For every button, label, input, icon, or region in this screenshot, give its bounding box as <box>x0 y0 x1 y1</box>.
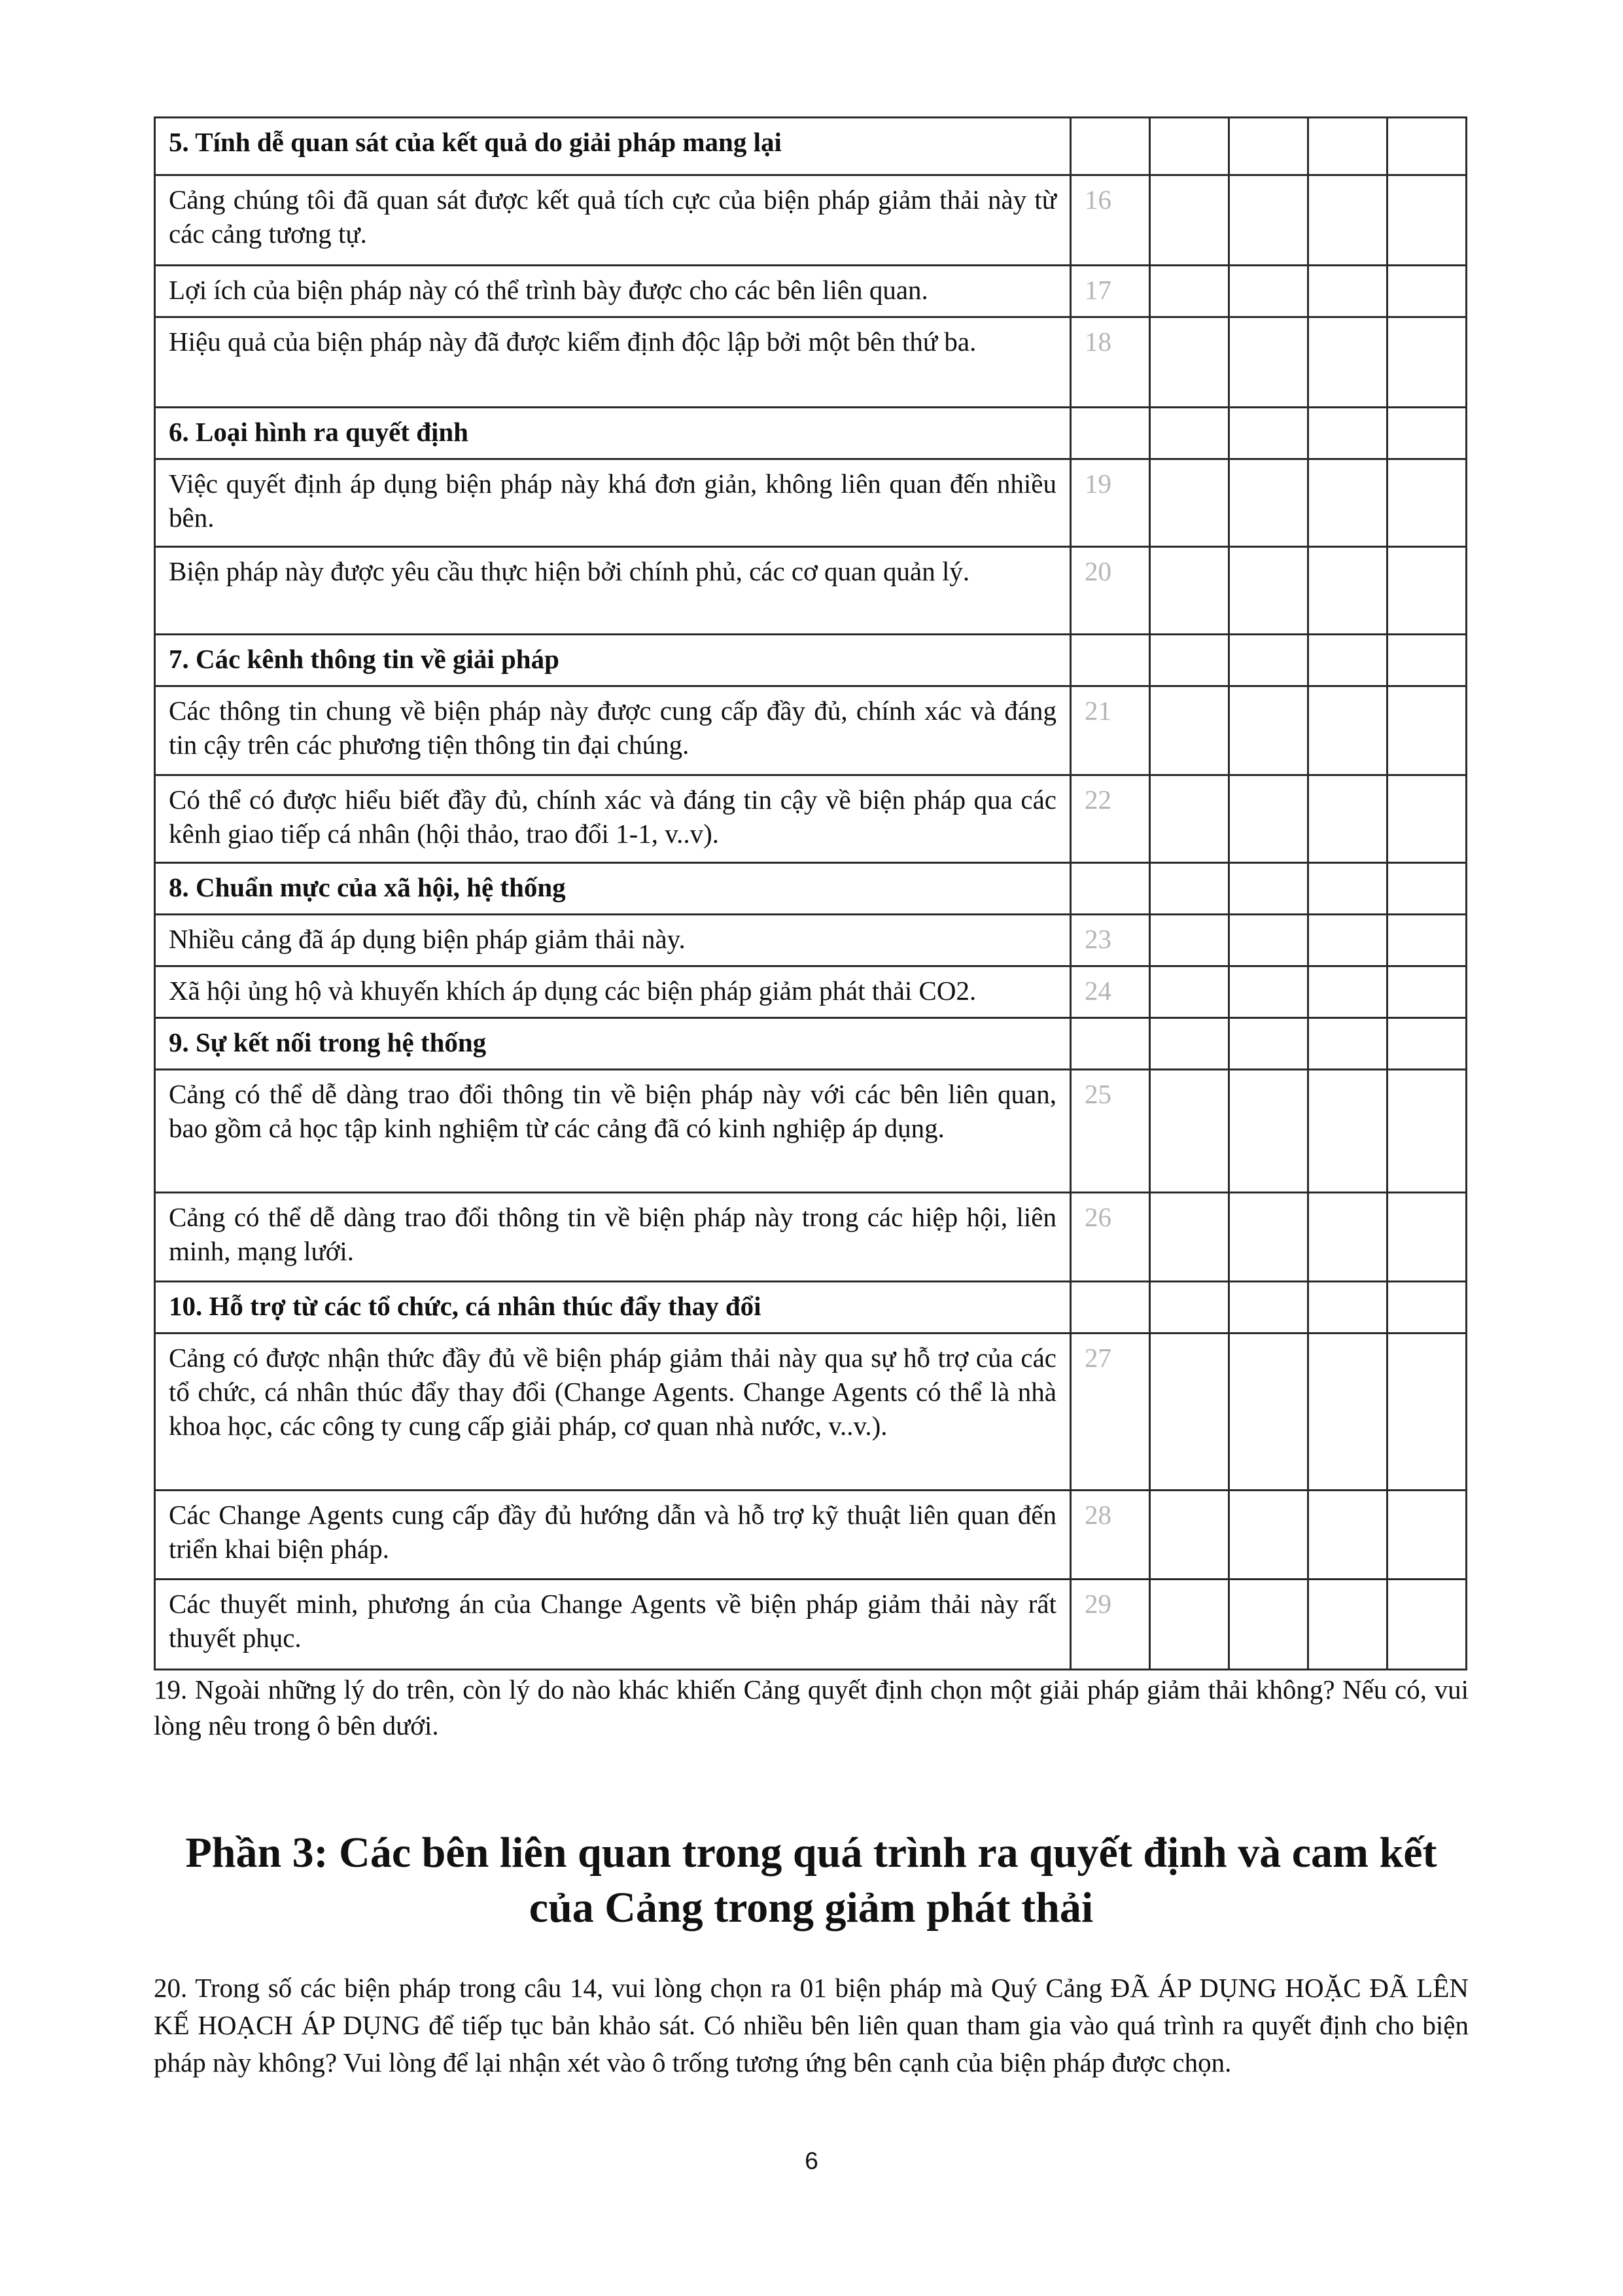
section-header-row <box>155 863 1467 915</box>
statement-number: 22 <box>1071 775 1150 863</box>
statement-number: 23 <box>1071 915 1150 966</box>
statement-number <box>1071 863 1150 915</box>
section-title: 9. Sự kết nối trong hệ thống <box>155 1018 1071 1070</box>
rating-cell[interactable] <box>1387 775 1467 863</box>
statement-row <box>155 1580 1467 1670</box>
rating-cell[interactable] <box>1387 175 1467 266</box>
statement-text: Các Change Agents cung cấp đầy đủ hướng dẫn và hỗ trợ kỹ thuật liên quan đến triển khai biện pháp. <box>155 1491 1071 1580</box>
rating-cell[interactable] <box>1150 266 1229 317</box>
part-3-heading-line-1: Phần 3: Các bên liên quan trong quá trình ra quyết định và cam kết <box>185 1829 1437 1877</box>
section-title: 5. Tính dễ quan sát của kết quả do giải pháp mang lại <box>155 118 1071 175</box>
section-header-row <box>155 1282 1467 1333</box>
rating-cell[interactable] <box>1229 966 1308 1018</box>
rating-cell[interactable] <box>1229 1193 1308 1282</box>
rating-cell[interactable] <box>1308 1070 1387 1193</box>
rating-cell[interactable] <box>1229 775 1308 863</box>
statement-text: Xã hội ủng hộ và khuyến khích áp dụng các biện pháp giảm phát thải CO2. <box>155 966 1071 1018</box>
rating-cell[interactable] <box>1150 175 1229 266</box>
rating-cell <box>1308 408 1387 459</box>
rating-cell[interactable] <box>1150 1333 1229 1491</box>
statement-number <box>1071 1018 1150 1070</box>
statement-row <box>155 1491 1467 1580</box>
section-title: 7. Các kênh thông tin về giải pháp <box>155 635 1071 686</box>
rating-cell[interactable] <box>1308 1193 1387 1282</box>
rating-cell[interactable] <box>1308 1333 1387 1491</box>
statement-number: 21 <box>1071 686 1150 775</box>
statement-number: 27 <box>1071 1333 1150 1491</box>
rating-cell[interactable] <box>1150 1193 1229 1282</box>
statement-text: Lợi ích của biện pháp này có thể trình bày được cho các bên liên quan. <box>155 266 1071 317</box>
part-3-heading-line-2: của Cảng trong giảm phát thải <box>529 1884 1094 1932</box>
rating-cell[interactable] <box>1387 1070 1467 1193</box>
rating-cell[interactable] <box>1150 1491 1229 1580</box>
rating-cell[interactable] <box>1387 915 1467 966</box>
rating-cell <box>1150 1018 1229 1070</box>
rating-cell <box>1387 408 1467 459</box>
rating-cell[interactable] <box>1229 317 1308 408</box>
rating-cell[interactable] <box>1387 317 1467 408</box>
section-header-row <box>155 635 1467 686</box>
statement-row <box>155 686 1467 775</box>
rating-cell[interactable] <box>1308 915 1387 966</box>
rating-cell[interactable] <box>1150 459 1229 547</box>
statement-number: 28 <box>1071 1491 1150 1580</box>
statement-number: 29 <box>1071 1580 1150 1670</box>
statement-text: Cảng chúng tôi đã quan sát được kết quả tích cực của biện pháp giảm thải này từ các cảng tương tự. <box>155 175 1071 266</box>
rating-cell[interactable] <box>1308 775 1387 863</box>
section-header-row <box>155 1018 1467 1070</box>
rating-cell[interactable] <box>1150 1070 1229 1193</box>
rating-cell[interactable] <box>1387 459 1467 547</box>
survey-table-body <box>155 118 1467 1670</box>
statement-text: Việc quyết định áp dụng biện pháp này khá đơn giản, không liên quan đến nhiều bên. <box>155 459 1071 547</box>
statement-text: Có thể có được hiểu biết đầy đủ, chính xác và đáng tin cậy về biện pháp qua các kênh giao tiếp cá nhân (hội thảo, trao đổi 1-1, v..v). <box>155 775 1071 863</box>
rating-cell[interactable] <box>1150 915 1229 966</box>
statement-text: Cảng có thể dễ dàng trao đổi thông tin về biện pháp này với các bên liên quan, bao gồm cả học tập kinh nghiệm từ các cảng đã có kinh nghiệp áp dụng. <box>155 1070 1071 1193</box>
statement-number: 16 <box>1071 175 1150 266</box>
rating-cell[interactable] <box>1308 966 1387 1018</box>
statement-row <box>155 1070 1467 1193</box>
statement-number: 24 <box>1071 966 1150 1018</box>
rating-cell[interactable] <box>1229 686 1308 775</box>
statement-row <box>155 915 1467 966</box>
rating-cell[interactable] <box>1308 686 1387 775</box>
rating-cell <box>1229 863 1308 915</box>
rating-cell <box>1150 635 1229 686</box>
statement-number <box>1071 1282 1150 1333</box>
rating-cell <box>1150 408 1229 459</box>
rating-cell[interactable] <box>1387 1491 1467 1580</box>
rating-cell[interactable] <box>1229 266 1308 317</box>
section-header-row <box>155 118 1467 175</box>
rating-cell <box>1387 863 1467 915</box>
rating-cell[interactable] <box>1150 966 1229 1018</box>
rating-cell[interactable] <box>1229 459 1308 547</box>
section-header-row <box>155 408 1467 459</box>
rating-cell[interactable] <box>1308 317 1387 408</box>
statement-number <box>1071 408 1150 459</box>
rating-cell[interactable] <box>1229 1580 1308 1670</box>
section-title: 6. Loại hình ra quyết định <box>155 408 1071 459</box>
rating-cell[interactable] <box>1229 1333 1308 1491</box>
rating-cell <box>1387 1282 1467 1333</box>
question-19-text: 19. Ngoài những lý do trên, còn lý do nào khác khiến Cảng quyết định chọn một giải pháp giảm thải không? Nếu có, vui lòng nêu trong ô bên dưới. <box>154 1674 1469 1740</box>
section-title: 8. Chuẩn mực của xã hội, hệ thống <box>155 863 1071 915</box>
statement-text: Nhiều cảng đã áp dụng biện pháp giảm thải này. <box>155 915 1071 966</box>
rating-cell <box>1387 635 1467 686</box>
rating-cell <box>1150 863 1229 915</box>
rating-cell <box>1229 1282 1308 1333</box>
rating-cell[interactable] <box>1387 966 1467 1018</box>
statement-number: 25 <box>1071 1070 1150 1193</box>
rating-cell <box>1229 1018 1308 1070</box>
statement-row <box>155 317 1467 408</box>
rating-cell <box>1387 118 1467 175</box>
rating-cell <box>1229 118 1308 175</box>
statement-text: Cảng có được nhận thức đầy đủ về biện pháp giảm thải này qua sự hỗ trợ của các tổ chức, cá nhân thúc đẩy thay đổi (Change Agents. Change Agents có thể là nhà khoa học, các công ty cung cấp giải pháp, cơ quan nhà nước, v..v.). <box>155 1333 1071 1491</box>
rating-cell[interactable] <box>1387 266 1467 317</box>
statement-text: Hiệu quả của biện pháp này đã được kiểm định độc lập bởi một bên thứ ba. <box>155 317 1071 408</box>
rating-cell[interactable] <box>1229 915 1308 966</box>
rating-cell[interactable] <box>1150 686 1229 775</box>
rating-cell[interactable] <box>1229 175 1308 266</box>
rating-cell[interactable] <box>1308 175 1387 266</box>
rating-cell[interactable] <box>1387 1193 1467 1282</box>
section-title: 10. Hỗ trợ từ các tổ chức, cá nhân thúc đẩy thay đổi <box>155 1282 1071 1333</box>
statement-row <box>155 966 1467 1018</box>
rating-cell[interactable] <box>1308 459 1387 547</box>
rating-cell[interactable] <box>1150 1580 1229 1670</box>
statement-number <box>1071 118 1150 175</box>
rating-cell[interactable] <box>1150 775 1229 863</box>
rating-cell[interactable] <box>1387 1333 1467 1491</box>
statement-number: 26 <box>1071 1193 1150 1282</box>
rating-cell[interactable] <box>1387 686 1467 775</box>
rating-cell[interactable] <box>1308 266 1387 317</box>
statement-row <box>155 775 1467 863</box>
page-number: 6 <box>805 2147 818 2174</box>
statement-number <box>1071 635 1150 686</box>
rating-cell <box>1308 118 1387 175</box>
question-20-text: 20. Trong số các biện pháp trong câu 14, vui lòng chọn ra 01 biện pháp mà Quý Cảng ĐÃ ÁP DỤNG HOẶC ĐÃ LÊN KẾ HOẠCH ÁP DỤNG để tiếp tục bản khảo sát. Có nhiều bên liên quan tham gia vào quá trình ra quyết định cho biện pháp này không? Vui lòng để lại nhận xét vào ô trống tương ứng bên cạnh của biện pháp được chọn. <box>154 1973 1469 2077</box>
rating-cell <box>1387 1018 1467 1070</box>
rating-cell[interactable] <box>1229 1491 1308 1580</box>
rating-cell[interactable] <box>1387 547 1467 635</box>
statement-row <box>155 547 1467 635</box>
statement-number: 17 <box>1071 266 1150 317</box>
rating-cell[interactable] <box>1387 1580 1467 1670</box>
rating-cell <box>1150 118 1229 175</box>
rating-cell <box>1308 1282 1387 1333</box>
statement-row <box>155 175 1467 266</box>
survey-table <box>154 116 1467 1670</box>
rating-cell[interactable] <box>1308 547 1387 635</box>
statement-text: Cảng có thể dễ dàng trao đổi thông tin về biện pháp này trong các hiệp hội, liên minh, mạng lưới. <box>155 1193 1071 1282</box>
rating-cell <box>1229 635 1308 686</box>
rating-cell[interactable] <box>1150 317 1229 408</box>
statement-number: 18 <box>1071 317 1150 408</box>
rating-cell <box>1308 863 1387 915</box>
statement-text: Biện pháp này được yêu cầu thực hiện bởi chính phủ, các cơ quan quản lý. <box>155 547 1071 635</box>
statement-row <box>155 1193 1467 1282</box>
rating-cell[interactable] <box>1308 1580 1387 1670</box>
rating-cell <box>1150 1282 1229 1333</box>
statement-row <box>155 459 1467 547</box>
rating-cell[interactable] <box>1150 547 1229 635</box>
rating-cell[interactable] <box>1229 1070 1308 1193</box>
statement-row <box>155 266 1467 317</box>
statement-text: Các thuyết minh, phương án của Change Agents về biện pháp giảm thải này rất thuyết phục. <box>155 1580 1071 1670</box>
statement-number: 19 <box>1071 459 1150 547</box>
rating-cell <box>1308 635 1387 686</box>
part-3-heading <box>154 1826 1469 1935</box>
statement-number: 20 <box>1071 547 1150 635</box>
rating-cell <box>1308 1018 1387 1070</box>
rating-cell[interactable] <box>1229 547 1308 635</box>
rating-cell <box>1229 408 1308 459</box>
rating-cell[interactable] <box>1308 1491 1387 1580</box>
statement-row <box>155 1333 1467 1491</box>
statement-text: Các thông tin chung về biện pháp này được cung cấp đầy đủ, chính xác và đáng tin cậy trên các phương tiện thông tin đại chúng. <box>155 686 1071 775</box>
